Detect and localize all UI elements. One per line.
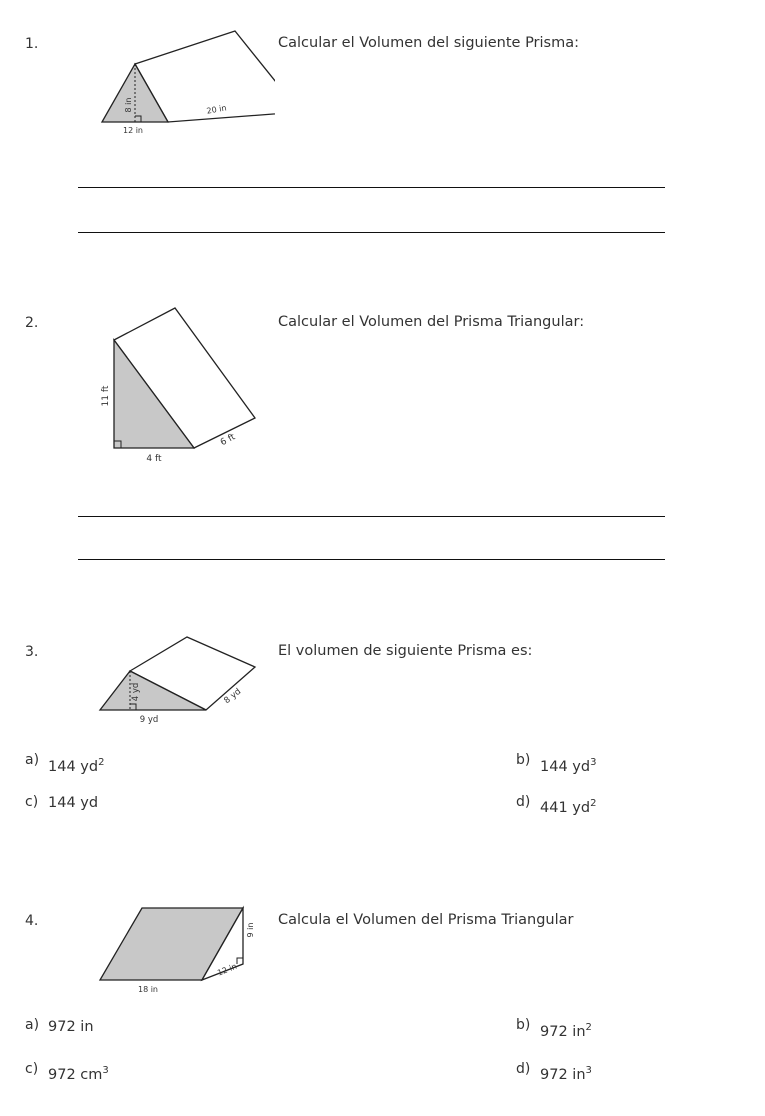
option-d-letter: d) — [516, 794, 531, 810]
answer-line — [78, 559, 665, 560]
option-b-value[interactable]: 144 $yd^3$ — [540, 757, 597, 775]
prism-2-height-label: 11 ft — [101, 385, 111, 407]
prism-2-base-label: 4 ft — [146, 454, 162, 464]
prism-3-height-label: 4 yd — [131, 682, 141, 702]
prism-4-length-label: 12 in — [216, 961, 239, 978]
option-c-value[interactable]: 144 yd — [48, 795, 99, 811]
question-3-number: 3. — [25, 644, 39, 660]
question-1-prism-figure — [95, 25, 275, 145]
option-c-value[interactable]: 972 $cm^3$ — [48, 1065, 109, 1083]
option-c-letter: c) — [25, 1061, 39, 1077]
question-3-prompt: El volumen de siguiente Prisma es: — [278, 643, 533, 659]
question-4-prompt: Calcula el Volumen del Prisma Triangular — [278, 912, 574, 928]
prism-1-length-label: 20 in — [205, 103, 228, 116]
question-2-prompt: Calcular el Volumen del Prisma Triangular: — [278, 314, 585, 330]
option-a-value[interactable]: 972 in — [48, 1019, 94, 1035]
option-a-letter: a) — [25, 752, 40, 768]
prism-1-height-label: 8 in — [124, 97, 133, 113]
prism-1-base-label: 12 in — [122, 126, 144, 135]
prism-2-length-label: 6 ft — [219, 432, 238, 449]
question-4-prism-figure — [95, 900, 260, 1000]
option-d-letter: d) — [516, 1061, 531, 1077]
answer-line — [78, 232, 665, 233]
question-2-prism-figure — [95, 300, 275, 470]
option-a-letter: a) — [25, 1017, 40, 1033]
question-3-prism-figure — [95, 632, 260, 732]
question-2-number: 2. — [25, 315, 39, 331]
question-4-number: 4. — [25, 913, 39, 929]
option-b-value[interactable]: 972 $in^2$ — [540, 1022, 592, 1040]
answer-line — [78, 516, 665, 517]
option-d-value[interactable]: 972 $in^3$ — [540, 1065, 592, 1083]
question-1-number: 1. — [25, 36, 39, 52]
answer-line — [78, 187, 665, 188]
option-d-value[interactable]: 441 $yd^2$ — [540, 798, 597, 816]
prism-4-height-label: 9 in — [246, 922, 255, 938]
option-c-letter: c) — [25, 794, 39, 810]
prism-3-base-label: 9 yd — [139, 715, 159, 725]
question-1-prompt: Calcular el Volumen del siguiente Prisma: — [278, 35, 579, 51]
option-b-letter: b) — [516, 1017, 531, 1033]
option-b-letter: b) — [516, 752, 531, 768]
option-a-value[interactable]: 144 $yd^2$ — [48, 757, 105, 775]
prism-3-length-label: 8 yd — [222, 686, 244, 707]
prism-4-base-label: 18 in — [137, 985, 159, 994]
